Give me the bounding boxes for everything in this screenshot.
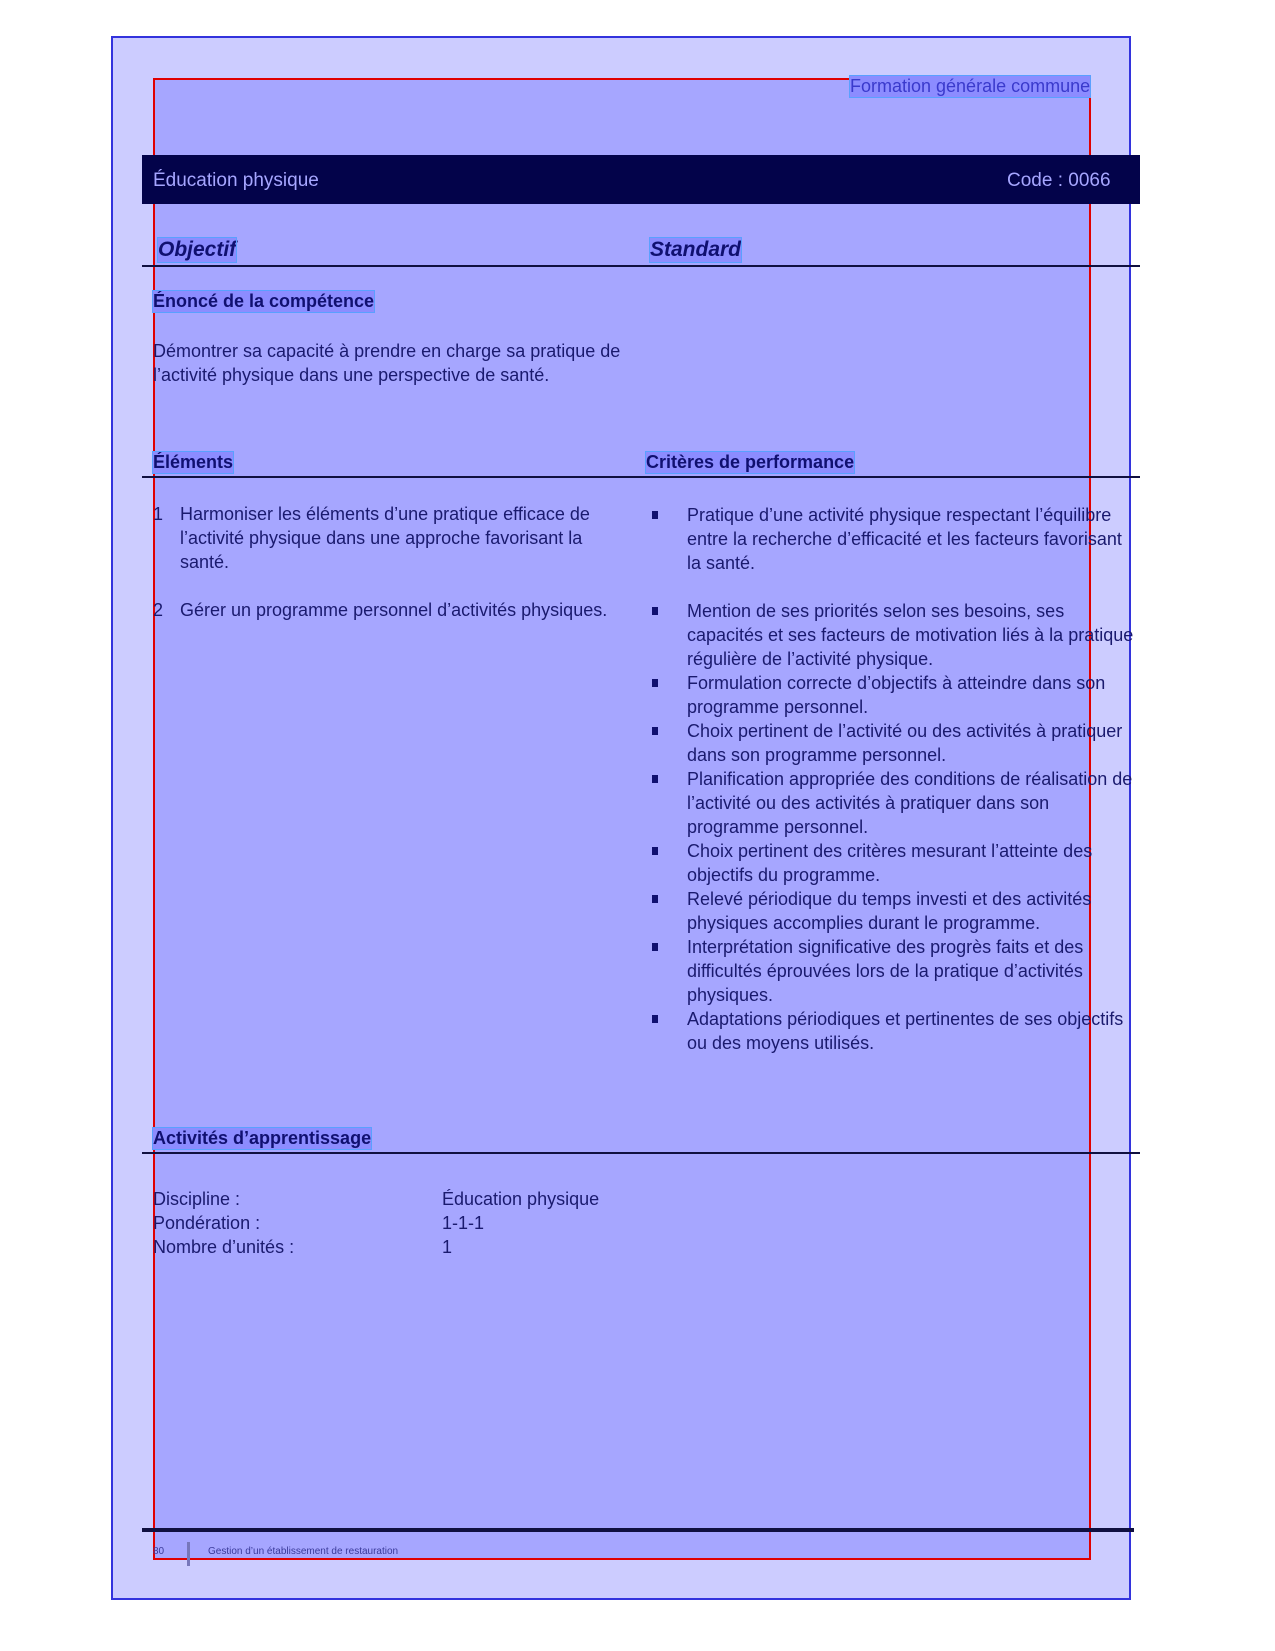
- running-header: Formation générale commune: [850, 76, 1091, 96]
- criteres-list: [650, 503, 1138, 1055]
- criteres-heading: Critères de performance: [646, 452, 855, 472]
- list-item: Planification appropriée des conditions de réalisation de l’activité ou des activités à pratiquer dans son programme personnel.: [650, 767, 1138, 839]
- list-item: Relevé périodique du temps investi et des activités physiques accomplies durant le programme.: [650, 887, 1138, 935]
- divider-rule: [142, 476, 1140, 478]
- standard-heading: Standard: [650, 238, 742, 261]
- list-item: Interprétation significative des progrès faits et des difficultés éprouvées lors de la pratique d’activités physiques.: [650, 935, 1138, 1007]
- info-row: [153, 1235, 599, 1259]
- list-item: Mention de ses priorités selon ses besoins, ses capacités et ses facteurs de motivation liés à la pratique régulière de l’activité physique.: [650, 599, 1138, 671]
- info-row: [153, 1211, 599, 1235]
- info-row: [153, 1187, 599, 1211]
- elements-list: [153, 502, 633, 646]
- activites-heading: Activités d’apprentissage: [153, 1128, 372, 1148]
- info-value: 1: [442, 1237, 453, 1257]
- activites-info: [153, 1187, 599, 1259]
- element-text: Gérer un programme personnel d’activités physiques.: [180, 600, 608, 620]
- competence-text: Démontrer sa capacité à prendre en charge sa pratique de l’activité physique dans une perspective de santé.: [153, 341, 621, 385]
- list-item: Adaptations périodiques et pertinentes de ses objectifs ou des moyens utilisés.: [650, 1007, 1138, 1055]
- course-code: Code : 0066: [1007, 170, 1111, 191]
- list-item: [153, 598, 633, 622]
- page-footer: [153, 1546, 398, 1557]
- list-item: Formulation correcte d’objectifs à atteindre dans son programme personnel.: [650, 671, 1138, 719]
- page-number: 80: [153, 1546, 165, 1557]
- element-number: 2: [153, 600, 164, 620]
- objectif-heading: Objectif: [158, 238, 237, 261]
- info-value: 1-1-1: [442, 1213, 485, 1233]
- footer-rule: [142, 1528, 1134, 1532]
- footer-program: Gestion d’un établissement de restauration: [208, 1546, 399, 1557]
- competence-heading: Énoncé de la compétence: [153, 291, 375, 311]
- list-item: Choix pertinent des critères mesurant l’atteinte des objectifs du programme.: [650, 839, 1138, 887]
- list-item: Choix pertinent de l’activité ou des activités à pratiquer dans son programme personnel.: [650, 719, 1138, 767]
- info-value: Éducation physique: [442, 1189, 600, 1209]
- list-item: [153, 502, 633, 574]
- info-label: Pondération :: [153, 1213, 261, 1233]
- divider-rule: [142, 1152, 1140, 1154]
- element-number: 1: [153, 504, 164, 524]
- course-title: Éducation physique: [153, 170, 319, 191]
- info-label: Nombre d’unités :: [153, 1237, 295, 1257]
- info-label: Discipline :: [153, 1189, 241, 1209]
- element-text: Harmoniser les éléments d’une pratique efficace de l’activité physique dans une approche favorisant la santé.: [180, 504, 590, 572]
- list-item: Pratique d’une activité physique respectant l’équilibre entre la recherche d’efficacité et les facteurs favorisant la santé.: [650, 503, 1138, 575]
- elements-heading: Éléments: [153, 452, 234, 472]
- divider-rule: [142, 265, 1140, 267]
